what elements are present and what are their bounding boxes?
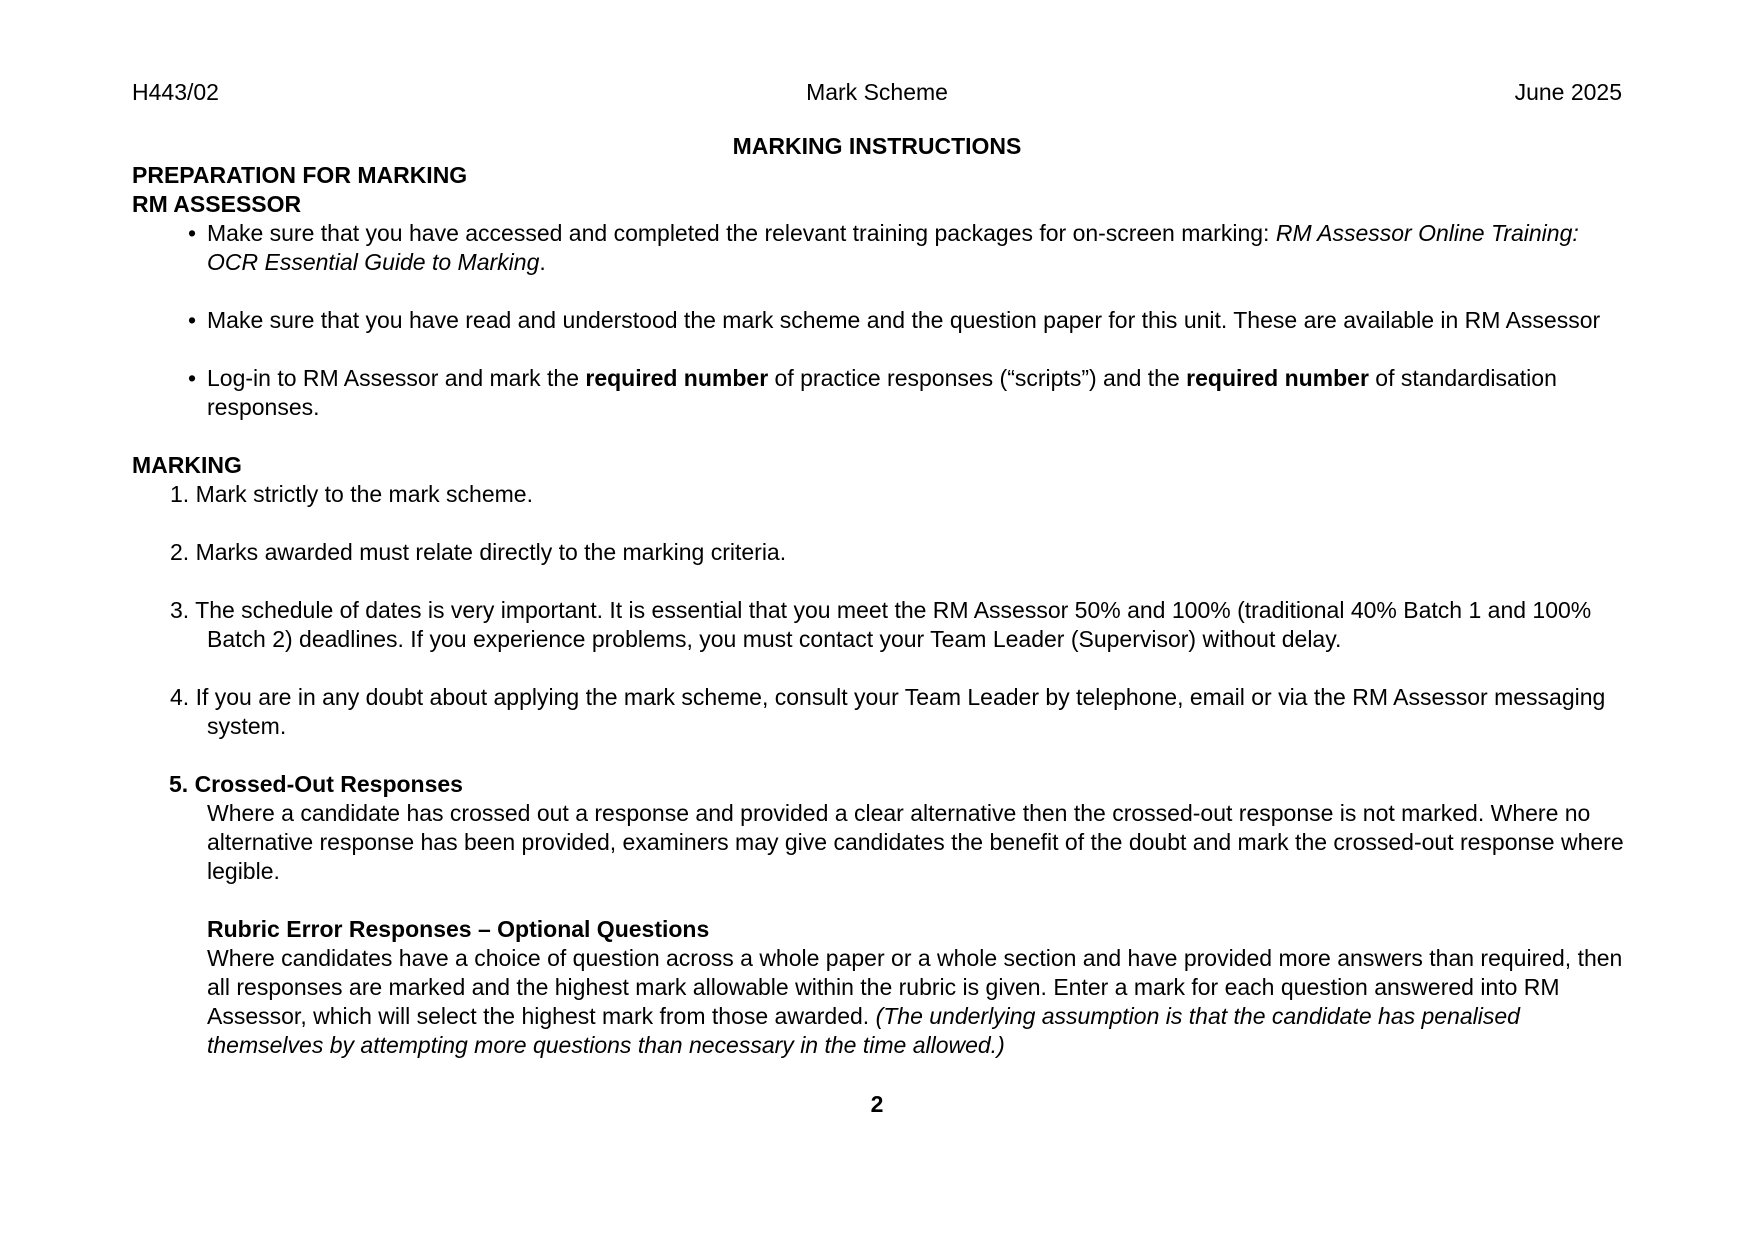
bullet-italic-text: RM Assessor Online Training: OCR Essential Guide to Marking	[207, 220, 1579, 275]
rubric-body	[207, 944, 1632, 1060]
marking-list	[132, 480, 1632, 741]
heading-marking: MARKING	[132, 452, 242, 478]
bullet-text: Make sure that you have read and understood the mark scheme and the question paper for this unit. These are available in RM Assessor	[207, 307, 1601, 333]
header-document-title: Mark Scheme	[806, 79, 948, 105]
bullet-icon: •	[188, 220, 197, 246]
bullet-text: Make sure that you have accessed and completed the relevant training packages for on-screen marking:	[207, 220, 1276, 246]
crossed-out-title: 5. Crossed-Out Responses	[169, 771, 463, 797]
list-item: 1. Mark strictly to the mark scheme.	[170, 481, 533, 507]
page-number: 2	[870, 1091, 884, 1117]
bullet-bold-text: required number	[1186, 365, 1369, 391]
bullet-icon: •	[188, 307, 197, 333]
bullet-text-end: .	[539, 249, 546, 275]
list-item: 4. If you are in any doubt about applying the mark scheme, consult your Team Leader by telephone, email or via the RM Assessor messaging system.	[170, 684, 1606, 739]
list-item: 3. The schedule of dates is very important. It is essential that you meet the RM Assessor 50% and 100% (traditional 40% Batch 1 and 100% Batch 2) deadlines. If you experience problems, you must contact your Team Leader (Supervisor) without delay.	[170, 597, 1592, 652]
document-body	[132, 161, 1632, 1060]
preparation-list	[132, 219, 1632, 422]
list-item: 2. Marks awarded must relate directly to the marking criteria.	[170, 539, 787, 565]
crossed-out-body: Where a candidate has crossed out a response and provided a clear alternative then the crossed-out response is not marked. Where no alternative response has been provided, examiners may give candidates the benefit of the doubt and mark the crossed-out response where legible.	[207, 800, 1624, 884]
bullet-text: Log-in to RM Assessor and mark the	[207, 365, 586, 391]
list-item	[132, 219, 1632, 277]
rubric-title: Rubric Error Responses – Optional Questions	[207, 916, 710, 942]
bullet-bold-text: required number	[585, 365, 769, 391]
header-date: June 2025	[1514, 79, 1622, 105]
heading-rm-assessor: RM ASSESSOR	[132, 191, 302, 217]
list-item	[132, 364, 1632, 422]
rubric-body-italic: (The underlying assumption is that the candidate has penalised themselves by attempting more questions than necessary in the time allowed.)	[207, 1003, 1520, 1058]
heading-preparation: PREPARATION FOR MARKING	[132, 162, 468, 188]
rubric-body-text: Where candidates have a choice of question across a whole paper or a whole section and have provided more answers than required, then all responses are marked and the highest mark allowable within the rubric is given. Enter a mark for each question answered into RM Assessor, which will select the highest mark from those awarded.	[207, 945, 1623, 1029]
page-header	[132, 78, 1622, 108]
bullet-text-end: of standardisation responses.	[207, 365, 1557, 420]
list-item	[132, 306, 1632, 335]
header-paper-code: H443/02	[132, 79, 219, 105]
crossed-out-section	[169, 770, 1632, 1060]
bullet-icon: •	[188, 365, 197, 391]
bullet-text-middle: of practice responses (“scripts”) and the	[768, 365, 1187, 391]
page-title: MARKING INSTRUCTIONS	[732, 133, 1022, 159]
